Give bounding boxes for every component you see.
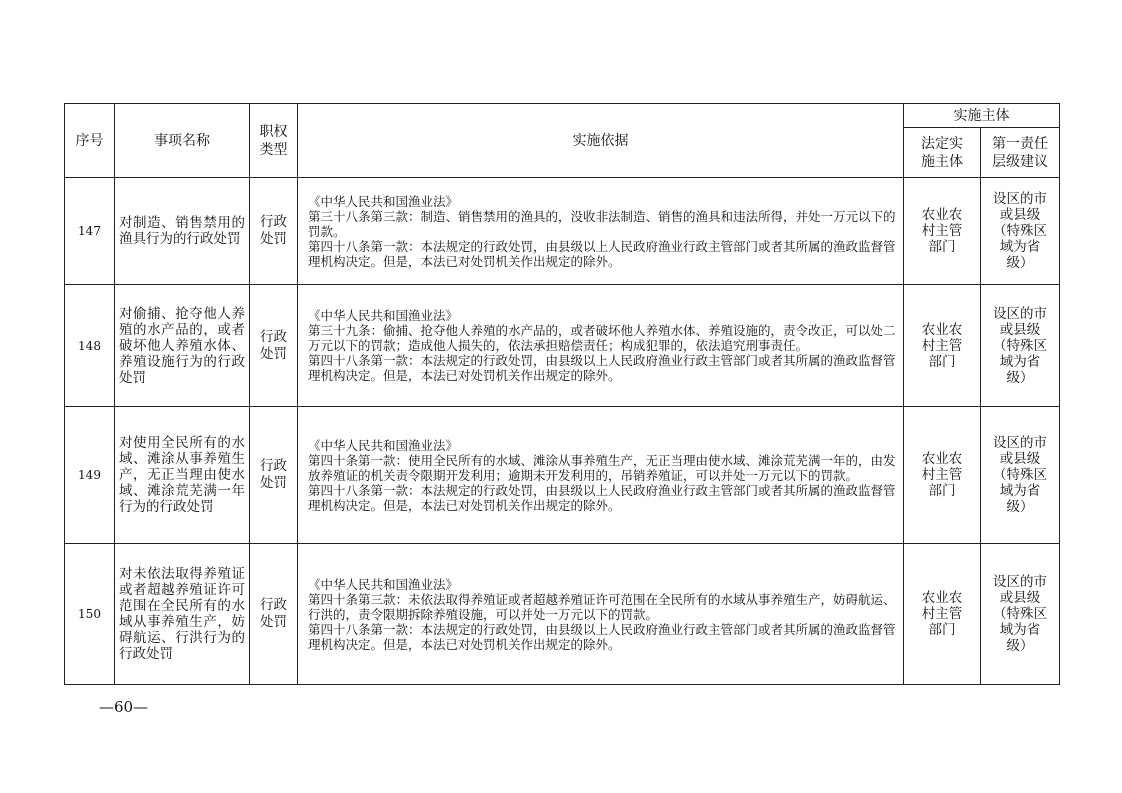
row-legal-subject: 农业农 村主管 部门 — [904, 285, 981, 407]
header-responsibility-level: 第一责任 层级建议 — [981, 128, 1060, 178]
basis-law-title: 《中华人民共和国渔业法》 — [308, 437, 459, 453]
basis-law-title: 《中华人民共和国渔业法》 — [308, 193, 459, 209]
row-item-name: 对偷捕、抢夺他人养殖的水产品的，或者破坏他人养殖水体、养殖设施行为的行政处罚 — [115, 285, 250, 407]
basis-law-title: 《中华人民共和国渔业法》 — [308, 308, 459, 323]
basis-clause: 第四十八条第一款：本法规定的行政处罚，由县级以上人民政府渔业行政主管部门或者其所属的渔政监督管理机构决定。但是，本法已对处罚机关作出规定的除外。 — [308, 482, 896, 513]
row-seq: 147 — [65, 178, 115, 285]
row-legal-subject: 农业农 村主管 部门 — [904, 407, 981, 544]
items-table — [64, 103, 1060, 685]
row-item-name: 对未依法取得养殖证或者超越养殖证许可范围在全民所有的水域从事养殖生产，妨碍航运、行洪行为的行政处罚 — [115, 544, 250, 685]
row-responsibility-level: 设区的市 或县级 （特殊区 域为省 级） — [981, 407, 1060, 544]
header-subject: 实施主体 — [904, 104, 1060, 128]
row-power-type: 行政 处罚 — [250, 285, 298, 407]
basis-clause: 第四十八条第一款：本法规定的行政处罚，由县级以上人民政府渔业行政主管部门或者其所属的渔政监督管理机构决定。但是，本法已对处罚机关作出规定的除外。 — [308, 621, 896, 652]
basis-clause: 第四十八条第一款：本法规定的行政处罚，由县级以上人民政府渔业行政主管部门或者其所属的渔政监督管理机构决定。但是，本法已对处罚机关作出规定的除外。 — [308, 353, 896, 383]
row-power-type: 行政 处罚 — [250, 178, 298, 285]
row-basis — [298, 285, 904, 407]
row-item-name: 对制造、销售禁用的渔具行为的行政处罚 — [115, 178, 250, 285]
header-legal-subject: 法定实 施主体 — [904, 128, 981, 178]
row-basis — [298, 407, 904, 544]
header-basis: 实施依据 — [298, 104, 904, 178]
row-legal-subject: 农业农 村主管 部门 — [904, 178, 981, 285]
header-seq: 序号 — [65, 104, 115, 178]
row-power-type: 行政 处罚 — [250, 407, 298, 544]
table-row — [65, 407, 1060, 544]
row-responsibility-level: 设区的市 或县级 （特殊区 域为省 级） — [981, 544, 1060, 685]
basis-clause: 第三十九条：偷捕、抢夺他人养殖的水产品的，或者破坏他人养殖水体、养殖设施的，责令改正，可以处二万元以下的罚款；造成他人损失的，依法承担赔偿责任；构成犯罪的，依法追究刑事责任。 — [308, 323, 896, 353]
basis-clause: 第四十八条第一款：本法规定的行政处罚，由县级以上人民政府渔业行政主管部门或者其所属的渔政监督管理机构决定。但是，本法已对处罚机关作出规定的除外。 — [308, 238, 896, 269]
row-seq: 150 — [65, 544, 115, 685]
table-row — [65, 285, 1060, 407]
basis-law-title: 《中华人民共和国渔业法》 — [308, 576, 459, 592]
header-row-1 — [65, 104, 1060, 128]
row-responsibility-level: 设区的市 或县级 （特殊区 域为省 级） — [981, 285, 1060, 407]
basis-clause: 第三十八条第三款：制造、销售禁用的渔具的，没收非法制造、销售的渔具和违法所得，并处一万元以下的罚款。 — [308, 208, 896, 239]
row-basis — [298, 178, 904, 285]
row-seq: 148 — [65, 285, 115, 407]
table-row — [65, 178, 1060, 285]
row-seq: 149 — [65, 407, 115, 544]
row-legal-subject: 农业农 村主管 部门 — [904, 544, 981, 685]
header-name: 事项名称 — [115, 104, 250, 178]
row-power-type: 行政 处罚 — [250, 544, 298, 685]
row-responsibility-level: 设区的市 或县级 （特殊区 域为省 级） — [981, 178, 1060, 285]
row-basis — [298, 544, 904, 685]
table-row — [65, 544, 1060, 685]
basis-clause: 第四十条第一款：使用全民所有的水域、滩涂从事养殖生产，无正当理由使水域、滩涂荒芜满一年的，由发放养殖证的机关责令限期开发利用；逾期未开发利用的，吊销养殖证，可以并处一万元以下的罚款。 — [308, 452, 896, 483]
header-type: 职权 类型 — [250, 104, 298, 178]
basis-clause: 第四十条第三款：未依法取得养殖证或者超越养殖证许可范围在全民所有的水域从事养殖生产，妨碍航运、行洪的，责令限期拆除养殖设施，可以并处一万元以下的罚款。 — [308, 591, 896, 622]
page-number: —60— — [99, 698, 149, 716]
row-item-name: 对使用全民所有的水域、滩涂从事养殖生产，无正当理由使水域、滩涂荒芜满一年行为的行政处罚 — [115, 407, 250, 544]
